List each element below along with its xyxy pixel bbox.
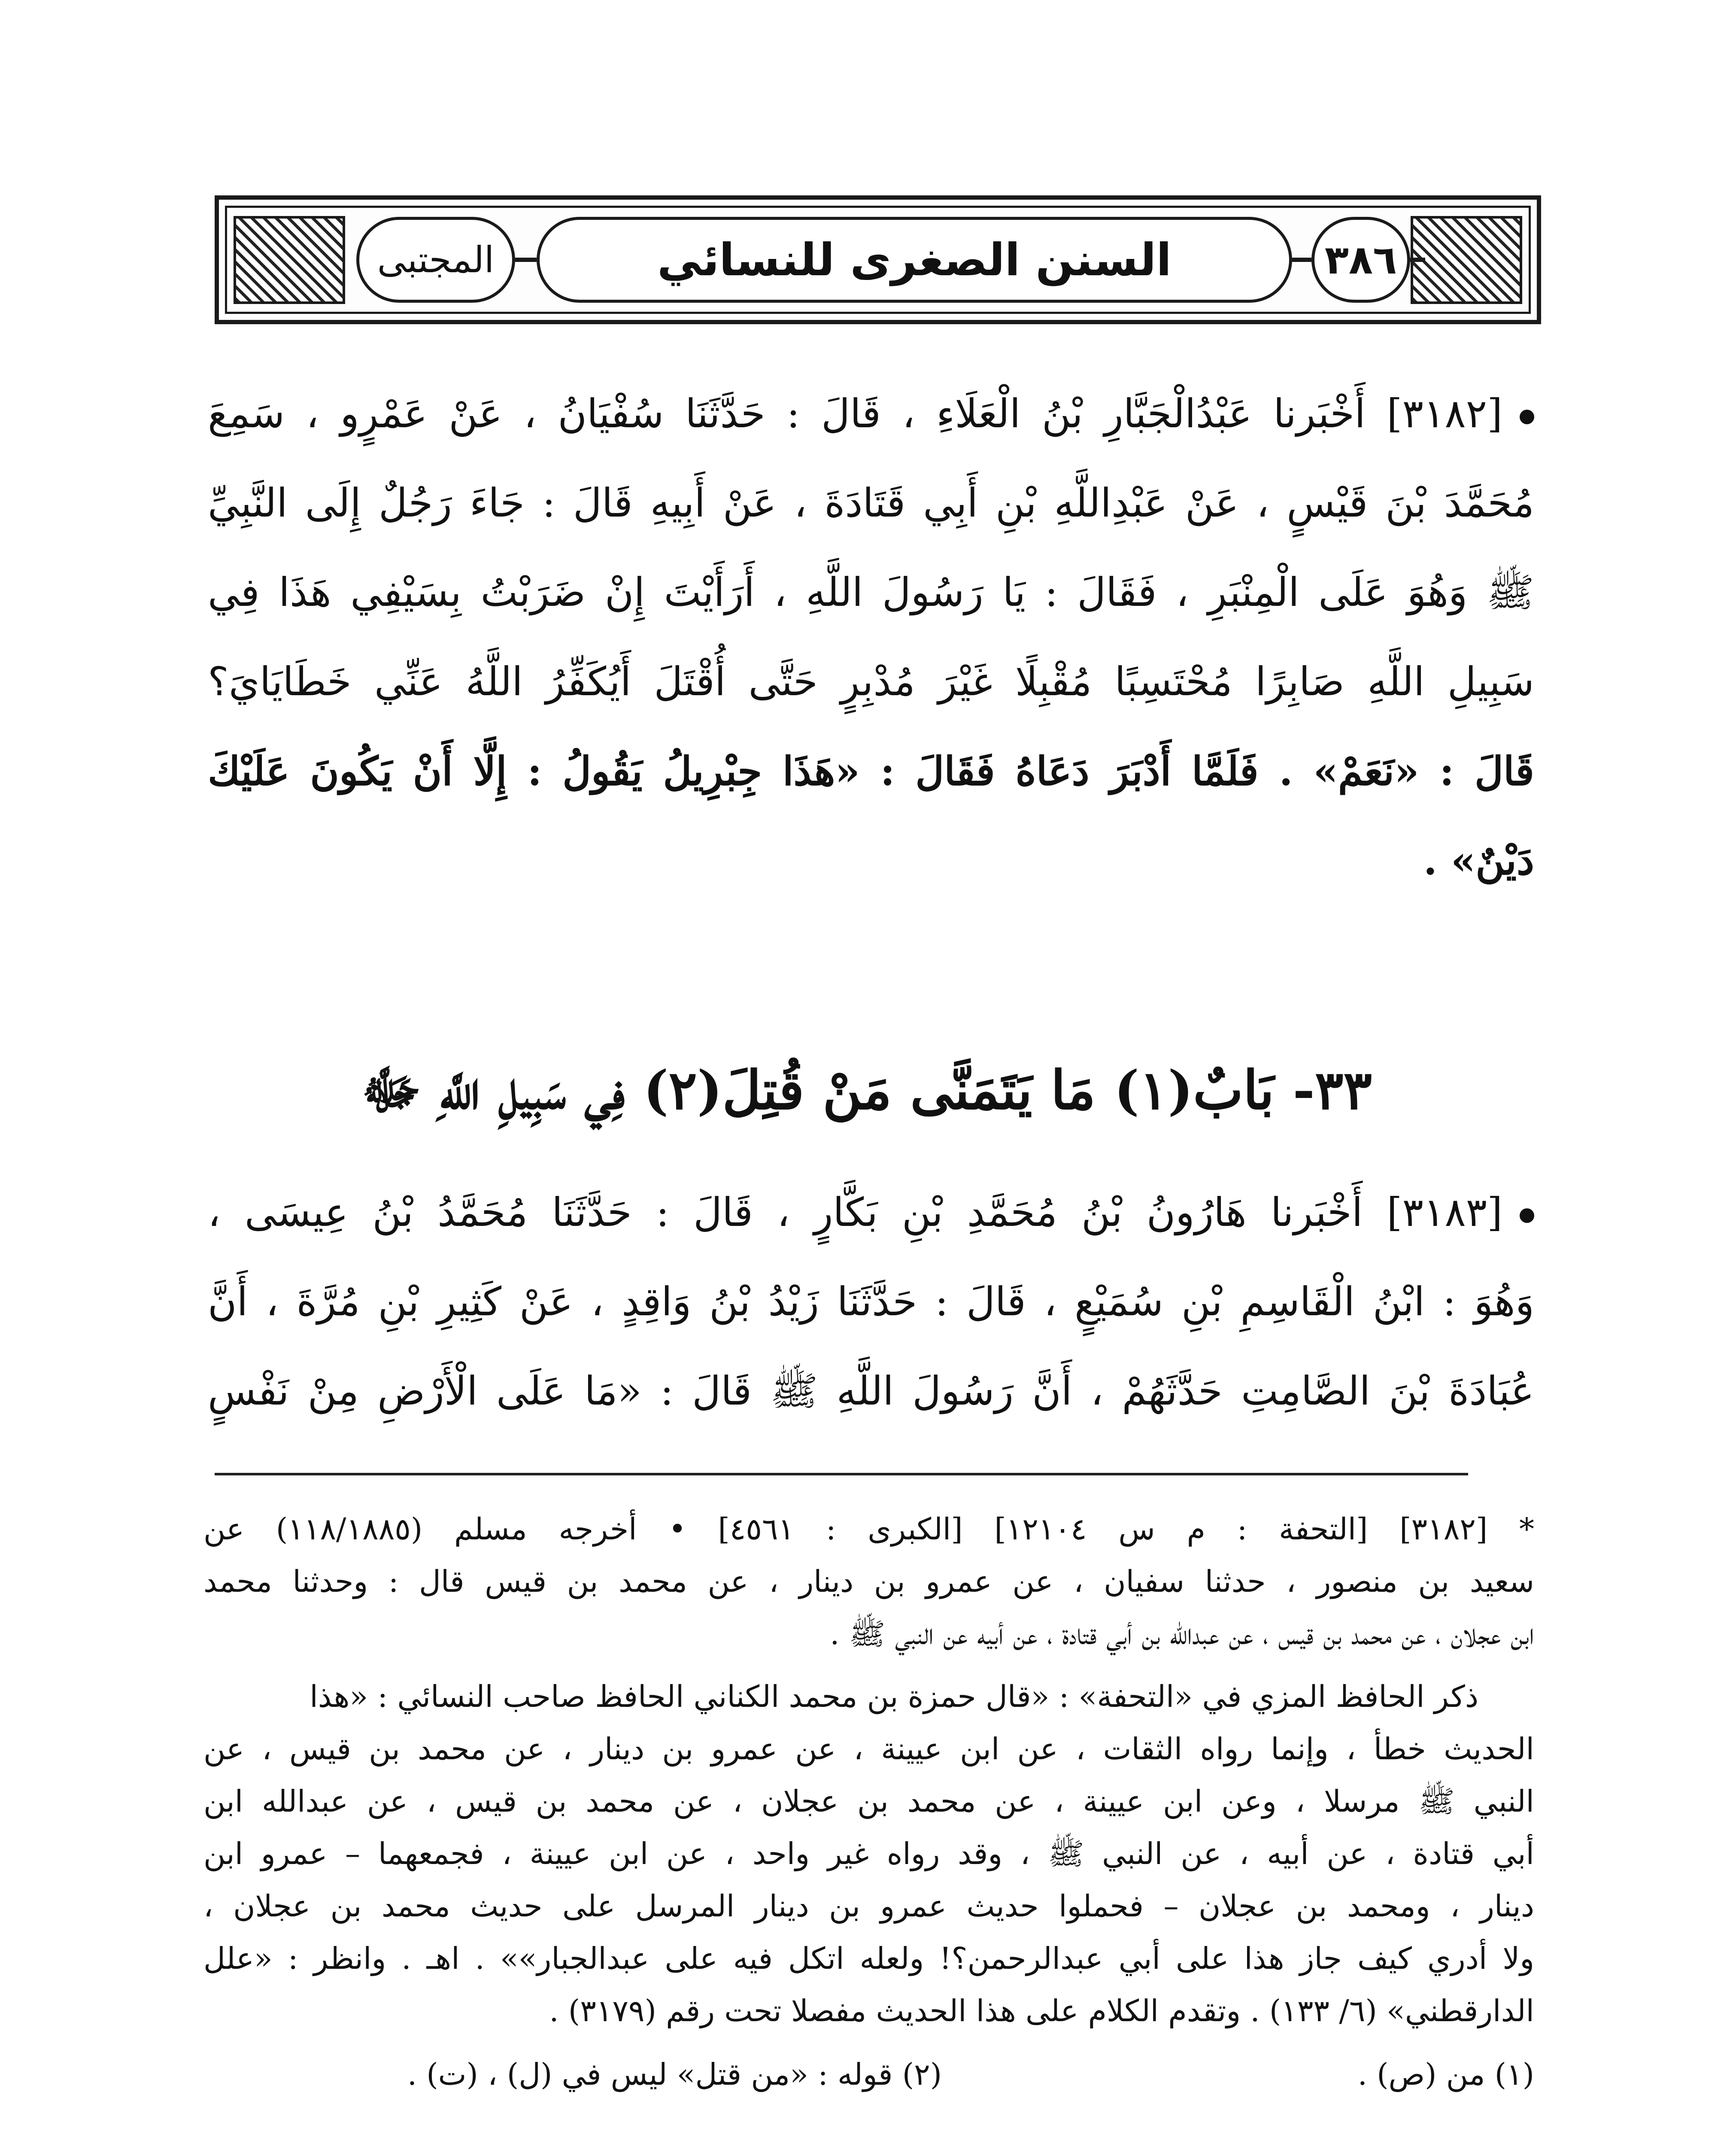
footnote-line: * [٣١٨٢] [التحفة : م س ١٢١٠٤] [الكبرى : ٤٥٦١] • أخرجه مسلم (١١٨/١٨٨٥) عن (203, 1511, 1534, 1547)
hadith-3183 (208, 1168, 1534, 1436)
footnote-line: أبي قتادة ، عن أبيه ، عن النبي ﷺ ، وقد رواه غير واحد ، عن ابن عيينة ، فجمعهما – عمرو ابن (203, 1836, 1534, 1871)
footnote-line: سعيد بن منصور ، حدثنا سفيان ، عن عمرو بن دينار ، عن محمد بن قيس قال : وحدثنا محمد (203, 1564, 1534, 1599)
footnote-line: ولا أدري كيف جاز هذا على أبي عبدالرحمن؟! ولعله اتكل فيه على عبدالجبار»» . اهـ . وانظر : «علل (203, 1941, 1534, 1976)
running-title: السنن الصغرى للنسائي (537, 217, 1292, 303)
hadith-3182 (208, 369, 1534, 905)
text-line: [٣١٨٣] أَخْبَرنا هَارُونُ بْنُ مُحَمَّدِ بْنِ بَكَّارٍ ، قَالَ : حَدَّثَنَا مُحَمَّدُ بْنُ عِيسَى ، (208, 1168, 1534, 1257)
footnote-line: دينار ، ومحمد بن عجلان – فحملوا حديث عمرو بن دينار المرسل على حديث محمد بن عجلان ، (203, 1889, 1534, 1924)
text-line: وَهُوَ : ابْنُ الْقَاسِمِ بْنِ سُمَيْعٍ ، قَالَ : حَدَّثَنَا زَيْدُ بْنُ وَاقِدٍ ، عَنْ كَثِيرِ بْنِ مُرَّةَ ، أَنَّ (208, 1279, 1534, 1325)
text-line: مُحَمَّدَ بْنَ قَيْسٍ ، عَنْ عَبْدِاللَّهِ بْنِ أَبِي قَتَادَةَ ، عَنْ أَبِيهِ قَالَ : جَاءَ رَجُلٌ إِلَى النَّبِيِّ (208, 480, 1534, 526)
text-line: قَالَ : «نَعَمْ» . فَلَمَّا أَدْبَرَ دَعَاهُ فَقَالَ : «هَذَا جِبْرِيلُ يَقُولُ : إِلَّا أَنْ يَكُونَ عَلَيْكَ (208, 748, 1534, 794)
header-connector (1292, 258, 1311, 262)
text-line: سَبِيلِ اللَّهِ صَابِرًا مُحْتَسِبًا مُقْبِلًا غَيْرَ مُدْبِرٍ حَتَّى أُقْتَلَ أَيُكَفِّرُ اللَّهُ عَنِّي خَطَايَايَ؟ (208, 659, 1534, 705)
page-number: ٣٨٦ (1311, 217, 1410, 303)
footnote-separator (215, 1473, 1468, 1475)
chapter-heading: ٣٣- بَابٌ(١) مَا يَتَمَنَّى مَنْ قُتِلَ(٢) فِي سَبِيلِ اللَّهِ ﷻ (361, 1059, 1372, 1122)
text-line: ﷺ وَهُوَ عَلَى الْمِنْبَرِ ، فَقَالَ : يَا رَسُولَ اللَّهِ ، أَرَأَيْتَ إِنْ ضَرَبْتُ بِسَيْفِي هَذَا فِي (208, 569, 1534, 615)
footnote-line: النبي ﷺ مرسلا ، وعن ابن عيينة ، عن محمد بن عجلان ، عن محمد بن قيس ، عن عبدالله ابن (203, 1784, 1534, 1819)
header-ornament-right (1411, 216, 1522, 304)
text-line: دَيْنٌ» . (1423, 837, 1534, 884)
header-connector (515, 258, 537, 262)
footnote-1: (١) من (ص) . (1357, 2057, 1534, 2092)
footnote-commentary (203, 1670, 1534, 2037)
footnote-line: الحديث خطأ ، وإنما رواه الثقات ، عن ابن عيينة ، عن عمرو بن دينار ، عن محمد بن قيس ، عن (203, 1731, 1534, 1767)
book-label: المجتبى (356, 217, 515, 303)
header-ornament-left (234, 216, 345, 304)
footnote-line: ذكر الحافظ المزي في «التحفة» : «قال حمزة بن محمد الكناني الحافظ صاحب النسائي : «هذا (310, 1679, 1478, 1714)
bullet-icon (1520, 1208, 1534, 1223)
footnote-2: (٢) قوله : «من قتل» ليس في (ل) ، (ت) . (407, 2057, 942, 2092)
footnote-notes (203, 2057, 1534, 2113)
footnote-takhrij (203, 1503, 1534, 1660)
footnote-line: الدارقطني» (٦/ ١٣٣) . وتقدم الكلام على هذا الحديث مفصلا تحت رقم (٣١٧٩) . (549, 1993, 1534, 2028)
bullet-icon (1520, 410, 1534, 424)
text-line: [٣١٨٢] أَخْبَرنا عَبْدُالْجَبَّارِ بْنُ الْعَلَاءِ ، قَالَ : حَدَّثَنَا سُفْيَانُ ، عَنْ عَمْرٍو ، سَمِعَ (208, 369, 1534, 459)
footnote-line: ابن عجلان ، عن محمد بن قيس ، عن عبدالله بن أبي قتادة ، عن أبيه عن النبي ﷺ . (830, 1616, 1534, 1651)
header-connector (1410, 258, 1425, 262)
page-header (215, 195, 1541, 324)
text-line: عُبَادَةَ بْنَ الصَّامِتِ حَدَّثَهُمْ ، أَنَّ رَسُولَ اللَّهِ ﷺ قَالَ : «مَا عَلَى الْأَرْضِ مِنْ نَفْسٍ (208, 1368, 1534, 1414)
